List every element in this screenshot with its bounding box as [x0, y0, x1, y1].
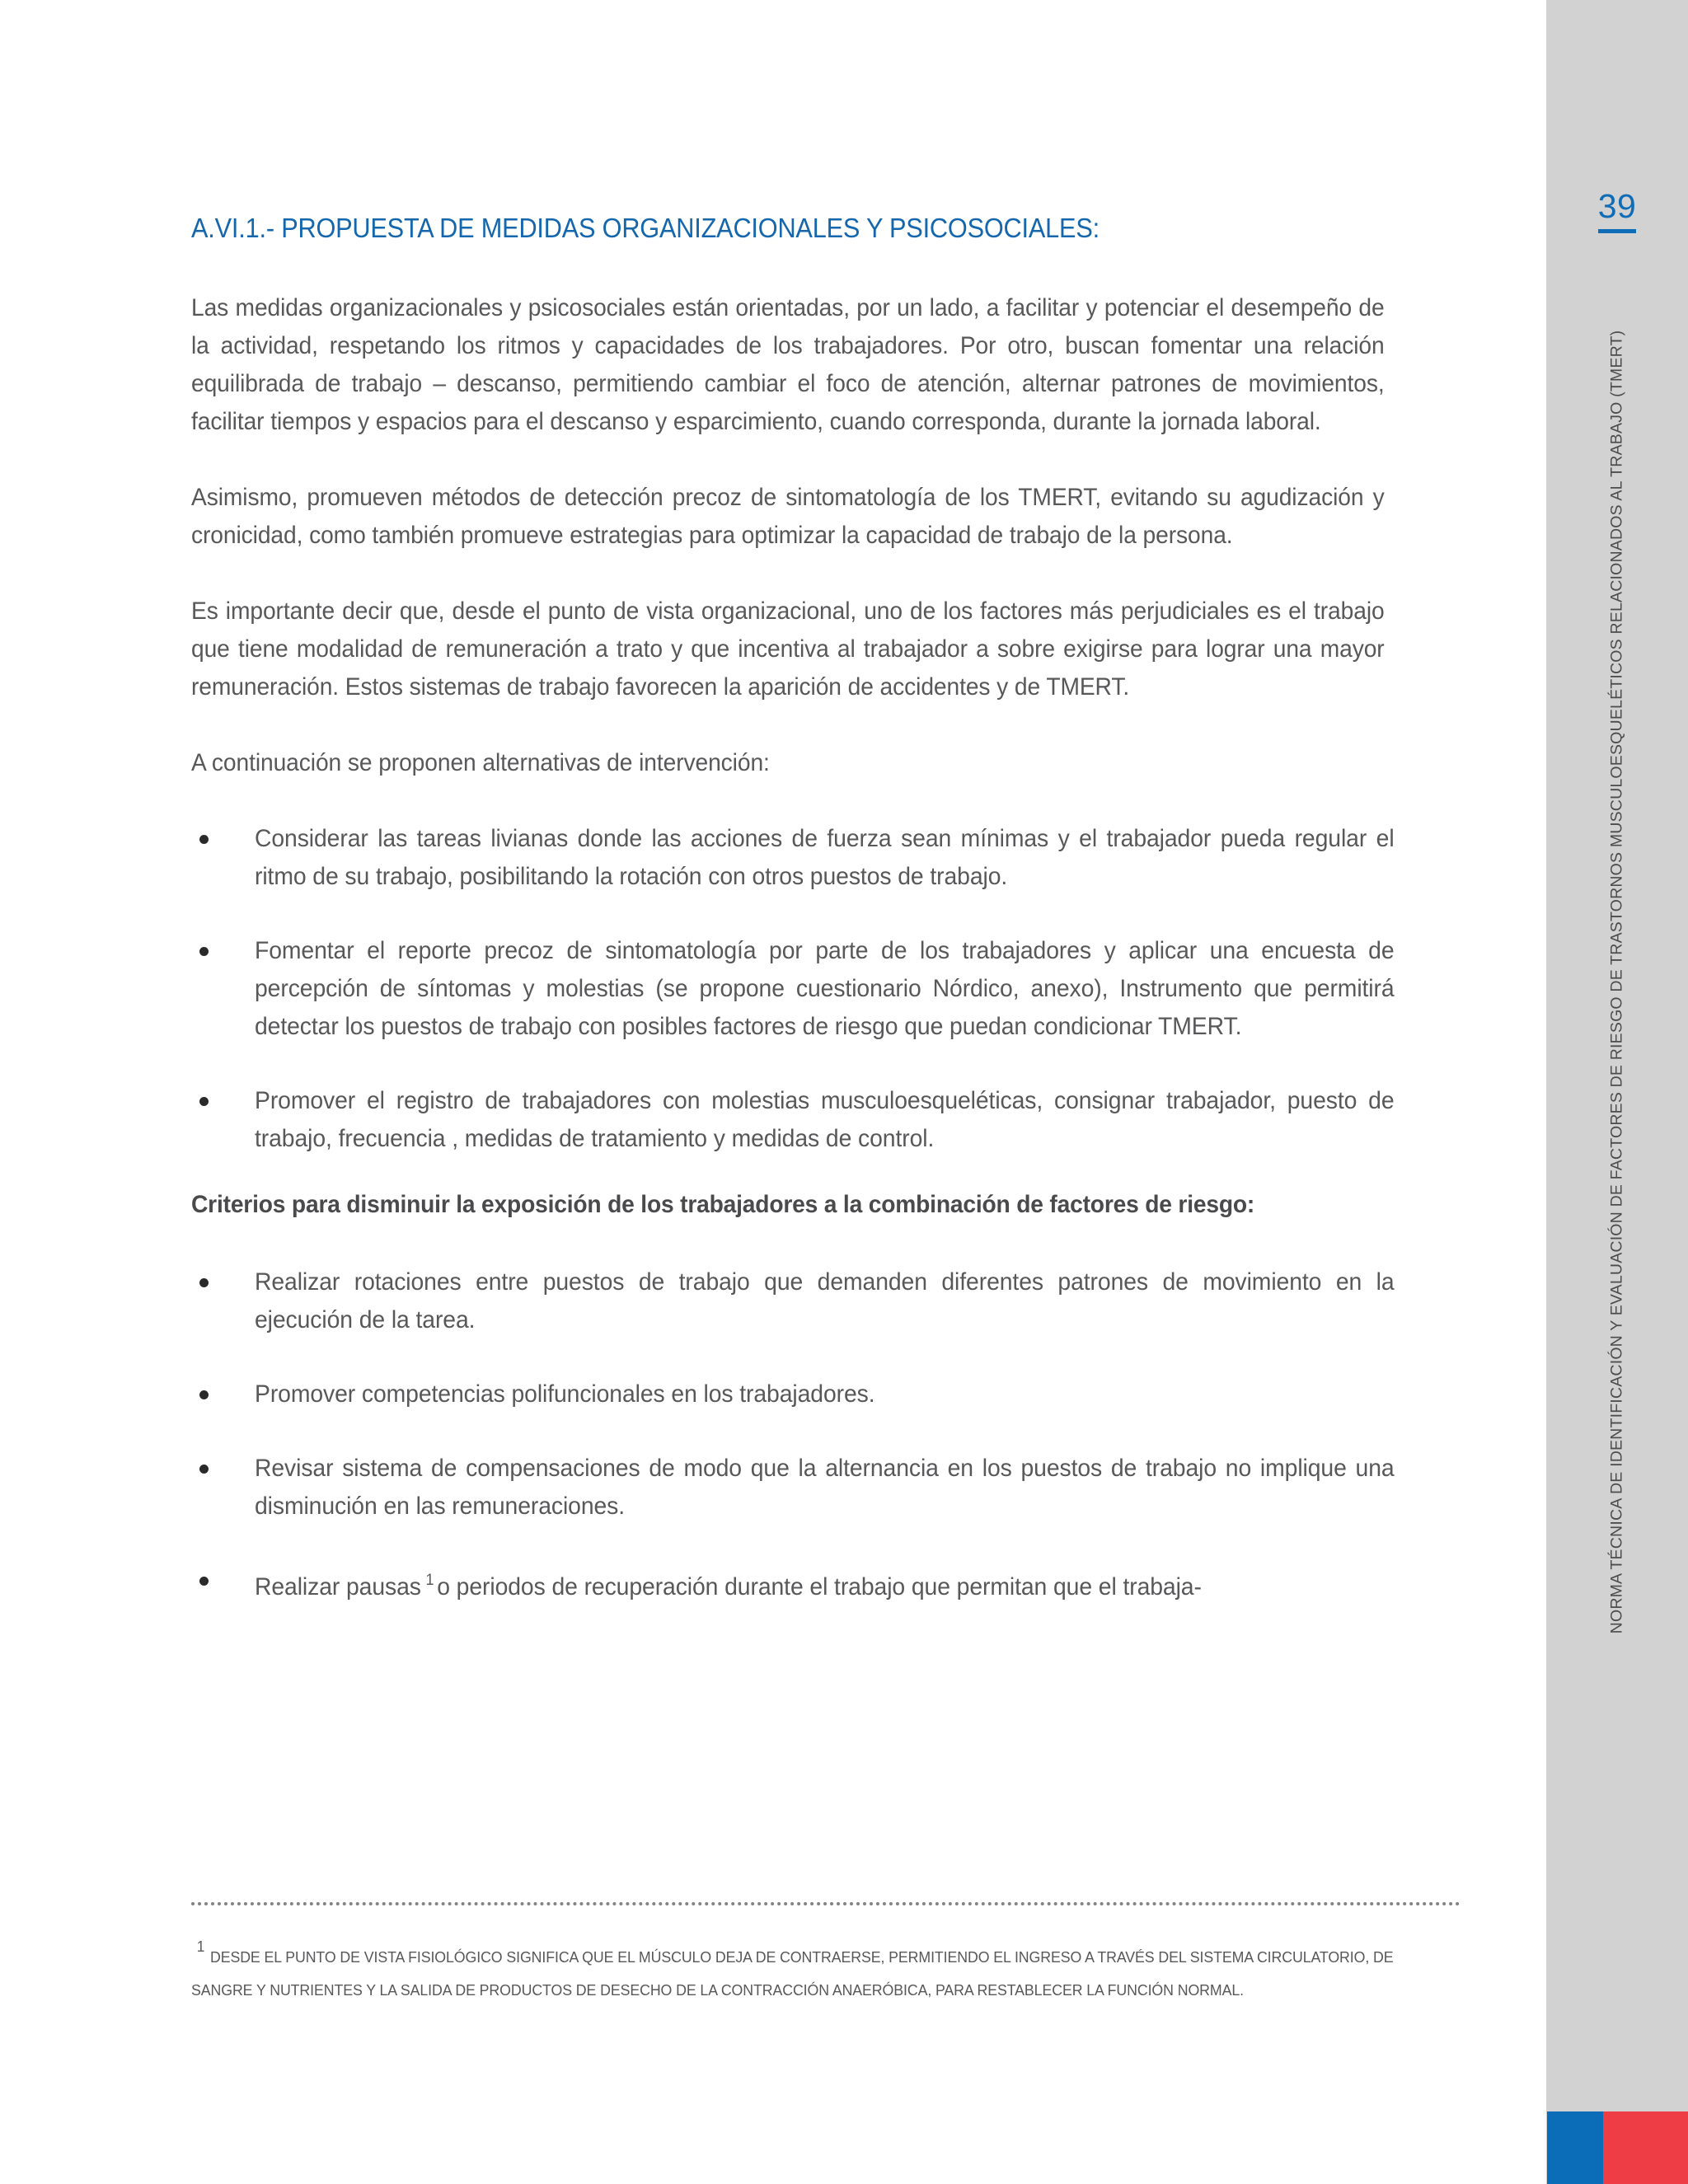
flag-blue-block	[1547, 2111, 1603, 2184]
bullet-dot-icon	[199, 835, 209, 844]
body-paragraph: Es importante decir que, desde el punto de vista organizacional, uno de los factores más perjudiciales es el trabajo que tiene modalidad de remuneración a trato y que incentiva al trabajador a sobre exigirse para lograr una mayor remuneración. Estos sistemas de trabajo favorecen la aparición de accidentes y de TMERT.	[191, 598, 1385, 701]
bullet-dot-icon	[199, 947, 209, 956]
list-item	[191, 820, 1461, 896]
footnote-line-1	[191, 1930, 1409, 1974]
list-item	[191, 1450, 1461, 1526]
main-text-column	[191, 213, 1461, 1634]
list-item-text: Fomentar el reporte precoz de sintomatología por parte de los trabajadores y aplicar una encuesta de percepción de síntomas y molestias (se propone cuestionario Nórdico, anexo), Instrumento que permitirá detectar los puestos de trabajo con posibles factores de riesgo que puedan condicionar TMERT.	[255, 937, 1395, 1040]
section-heading: A.VI.1.- PROPUESTA DE MEDIDAS ORGANIZACIONALES Y PSICOSOCIALES:	[191, 213, 1100, 243]
list-item-text: Promover el registro de trabajadores con molestias musculoesqueléticas, consignar trabajador, puesto de trabajo, frecuencia , medidas de tratamiento y medidas de control.	[255, 1087, 1395, 1152]
list-item-text	[255, 1562, 1395, 1606]
footnote-reference[interactable]: 1	[425, 1572, 434, 1589]
body-paragraph: Las medidas organizacionales y psicosociales están orientadas, por un lado, a facilitar y potenciar el desempeño de la actividad, respetando los ritmos y capacidades de los trabajadores. Por otro, buscan fomentar una relación equilibrada de trabajo – descanso, permitiendo cambiar el foco de atención, alternar patrones de movimientos, facilitar tiempos y espacios para el descanso y esparcimiento, cuando corresponda, durante la jornada laboral.	[191, 294, 1385, 435]
list-item	[191, 1263, 1461, 1339]
list-item-text-pre: Realizar pausas	[255, 1573, 421, 1601]
list-item-text: Promover competencias polifuncionales en los trabajadores.	[255, 1380, 875, 1408]
bullet-dot-icon	[199, 1278, 209, 1287]
criteria-bullet-list	[191, 1263, 1461, 1606]
footnote-line-1-text: DESDE EL PUNTO DE VISTA FISIOLÓGICO SIGNIFICA QUE EL MÚSCULO DEJA DE CONTRAERSE, PERMITIENDO EL INGRESO A TRAVÉS DEL SISTEMA CIRCULATORIO, DE	[209, 1948, 1394, 1966]
criteria-heading: Criterios para disminuir la exposición de los trabajadores a la combinación de factores de riesgo:	[191, 1191, 1255, 1218]
flag-color-swatch	[1547, 2111, 1688, 2184]
body-paragraph: Asimismo, promueven métodos de detección precoz de sintomatología de los TMERT, evitando su agudización y cronicidad, como también promueve estrategias para optimizar la capacidad de trabajo de la persona.	[191, 484, 1385, 549]
list-item-text-post: o periodos de recuperación durante el trabajo que permitan que el trabaja-	[437, 1573, 1202, 1601]
bullet-dot-icon	[199, 1465, 209, 1474]
flag-red-block	[1603, 2111, 1688, 2184]
page-number	[1546, 188, 1688, 233]
list-item-text: Realizar rotaciones entre puestos de trabajo que demanden diferentes patrones de movimiento en la ejecución de la tarea.	[255, 1268, 1395, 1333]
page-side-rail	[1546, 0, 1688, 2184]
bullet-dot-icon	[199, 1390, 209, 1399]
list-item	[191, 1376, 1461, 1413]
footnote-text	[191, 1930, 1461, 2007]
footnote-marker: 1	[196, 1938, 205, 1955]
footnote-line-2: SANGRE Y NUTRIENTES Y LA SALIDA DE PRODUCTOS DE DESECHO DE LA CONTRACCIÓN ANAERÓBICA, PARA RESTABLECER LA FUNCIÓN NORMAL.	[191, 1981, 1244, 1999]
list-item-text: Considerar las tareas livianas donde las acciones de fuerza sean mínimas y el trabajador pueda regular el ritmo de su trabajo, posibilitando la rotación con otros puestos de trabajo.	[255, 825, 1395, 890]
running-title-text: NORMA TÉCNICA DE IDENTIFICACIÓN Y EVALUACIÓN DE FACTORES DE RIESGO DE TRASTORNOS MUSCULOESQUELÉTICOS RELACIONADOS AL TRABAJO (TMERT)	[1607, 330, 1626, 1634]
footnote-area	[191, 1902, 1461, 2007]
list-item	[191, 932, 1461, 1046]
body-paragraph: A continuación se proponen alternativas de intervención:	[191, 749, 770, 776]
page-number-value: 39	[1598, 188, 1637, 233]
footnote-separator-rule	[191, 1902, 1461, 1905]
bullet-dot-icon	[199, 1097, 209, 1106]
list-item-text: Revisar sistema de compensaciones de modo que la alternancia en los puestos de trabajo no implique una disminución en las remuneraciones.	[255, 1455, 1395, 1520]
list-item	[191, 1082, 1461, 1158]
bullet-dot-icon	[199, 1577, 209, 1586]
intervention-bullet-list	[191, 820, 1461, 1158]
list-item-with-footnote	[191, 1562, 1461, 1606]
